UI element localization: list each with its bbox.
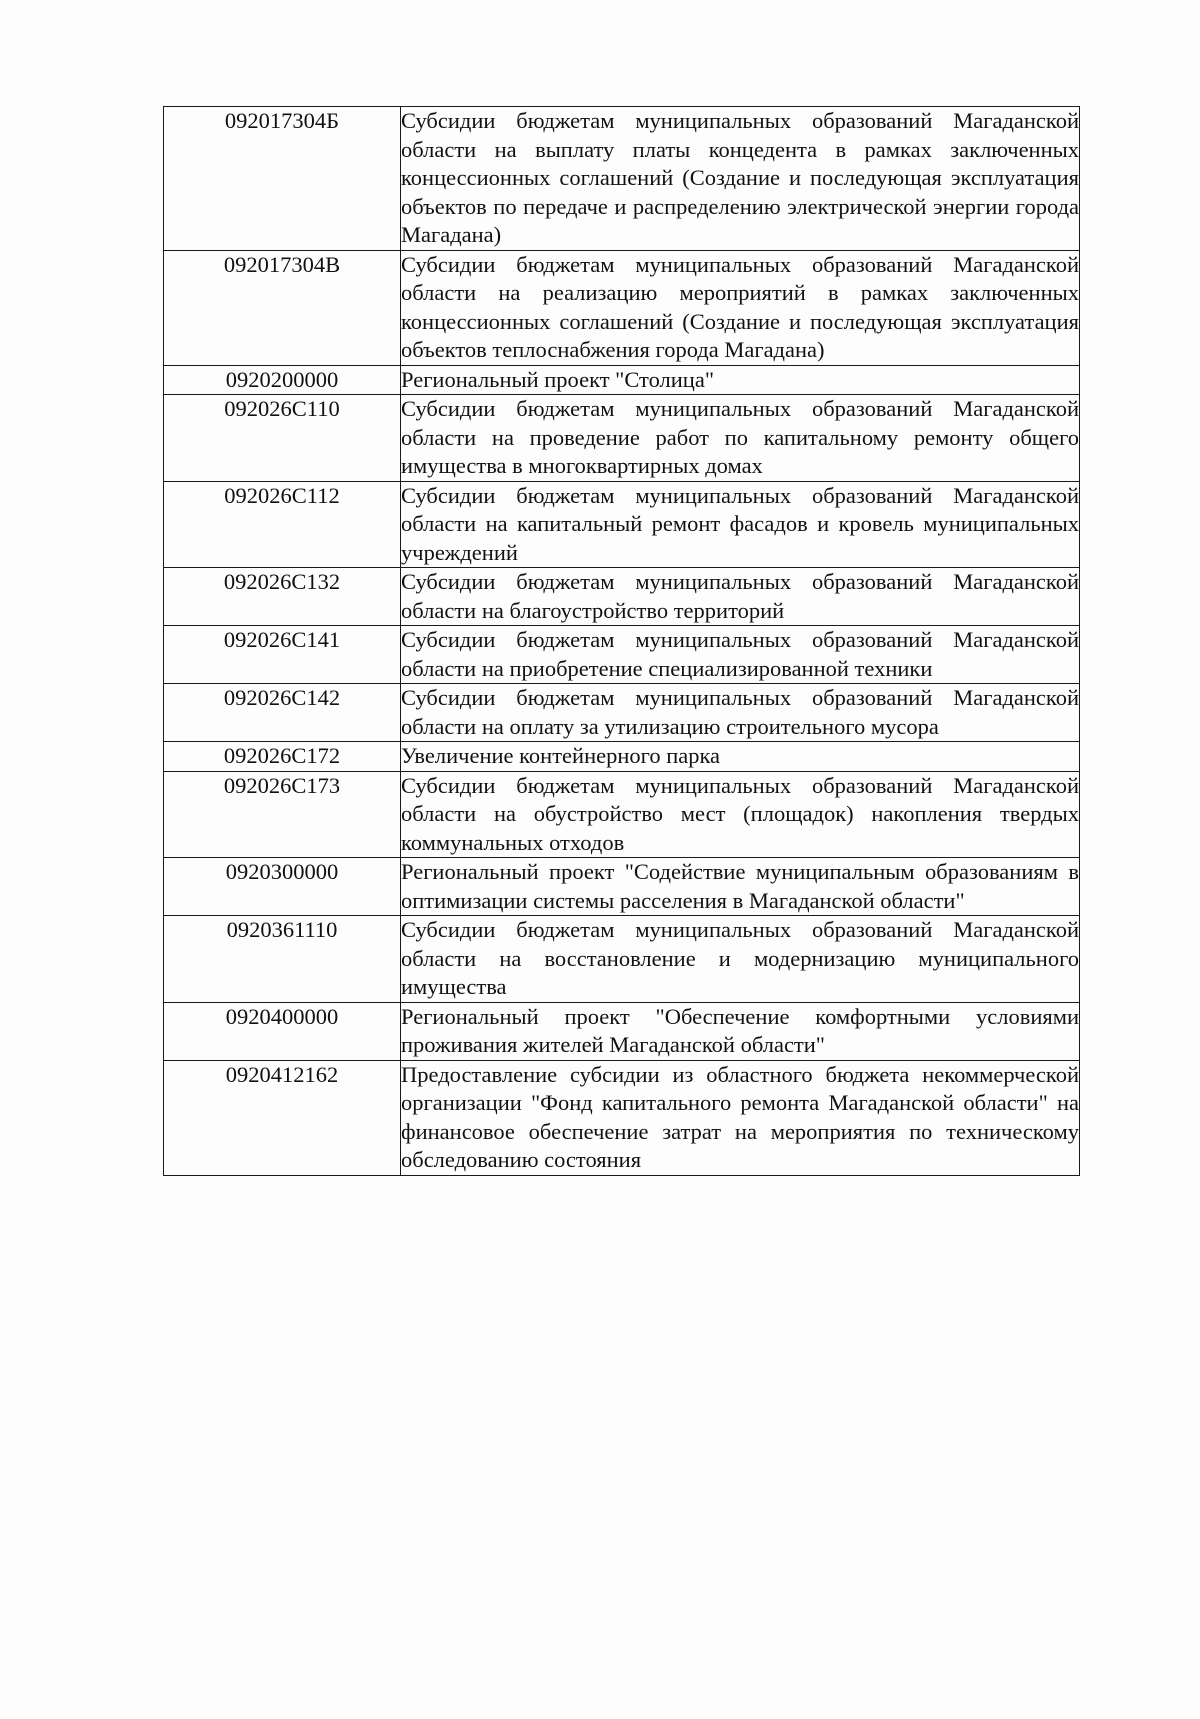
code-cell: 0920412162 bbox=[164, 1060, 401, 1175]
code-cell: 092026С132 bbox=[164, 568, 401, 626]
code-cell: 0920300000 bbox=[164, 858, 401, 916]
description-cell: Региональный проект "Обеспечение комфортными условиями проживания жителей Магаданской области" bbox=[401, 1003, 1079, 1057]
table-row bbox=[164, 626, 1080, 684]
table-row bbox=[164, 771, 1080, 858]
table-row bbox=[164, 107, 1080, 251]
code-cell: 0920400000 bbox=[164, 1002, 401, 1060]
code-cell: 092017304В bbox=[164, 250, 401, 365]
description-cell: Субсидии бюджетам муниципальных образований Магаданской области на обустройство мест (площадок) накопления твердых коммунальных отходов bbox=[401, 772, 1079, 855]
code-cell: 092017304Б bbox=[164, 107, 401, 251]
table-row bbox=[164, 742, 1080, 772]
code-cell: 0920200000 bbox=[164, 365, 401, 395]
description-cell: Увеличение контейнерного парка bbox=[401, 743, 721, 768]
description-cell: Субсидии бюджетам муниципальных образований Магаданской области на приобретение специализированной техники bbox=[401, 627, 1079, 681]
description-cell: Субсидии бюджетам муниципальных образований Магаданской области на благоустройство территорий bbox=[401, 569, 1079, 623]
description-cell: Субсидии бюджетам муниципальных образований Магаданской области на реализацию мероприятий в рамках заключенных концессионных соглашений (Создание и последующая эксплуатация объектов теплоснабжения города Магадана) bbox=[401, 251, 1079, 362]
table-row bbox=[164, 395, 1080, 482]
code-cell: 092026С112 bbox=[164, 481, 401, 568]
description-cell: Региональный проект "Содействие муниципальным образованиям в оптимизации системы расселения в Магаданской области" bbox=[401, 859, 1079, 913]
description-cell: Субсидии бюджетам муниципальных образований Магаданской области на оплату за утилизацию строительного мусора bbox=[401, 685, 1079, 739]
code-cell: 0920361110 bbox=[164, 916, 401, 1003]
budget-codes-table bbox=[163, 106, 1080, 1176]
table-row bbox=[164, 481, 1080, 568]
table-row bbox=[164, 568, 1080, 626]
table-row bbox=[164, 1060, 1080, 1175]
table-row bbox=[164, 916, 1080, 1003]
description-cell: Субсидии бюджетам муниципальных образований Магаданской области на восстановление и модернизацию муниципального имущества bbox=[401, 917, 1079, 999]
table-row bbox=[164, 1002, 1080, 1060]
description-cell: Предоставление субсидии из областного бюджета некоммерческой организации "Фонд капитального ремонта Магаданской области" на финансовое обеспечение затрат на мероприятия по техническому обследованию состояния bbox=[401, 1061, 1079, 1172]
description-cell: Субсидии бюджетам муниципальных образований Магаданской области на капитальный ремонт фасадов и кровель муниципальных учреждений bbox=[401, 482, 1079, 565]
description-cell: Региональный проект "Столица" bbox=[401, 366, 715, 392]
code-cell: 092026С172 bbox=[164, 742, 401, 772]
table-row bbox=[164, 858, 1080, 916]
table-row bbox=[164, 250, 1080, 365]
description-cell: Субсидии бюджетам муниципальных образований Магаданской области на проведение работ по капитальному ремонту общего имущества в многоквартирных домах bbox=[401, 396, 1079, 478]
description-cell: Субсидии бюджетам муниципальных образований Магаданской области на выплату платы концедента в рамках заключенных концессионных соглашений (Создание и последующая эксплуатация объектов по передаче и распределению электрической энергии города Магадана) bbox=[401, 108, 1079, 247]
code-cell: 092026С141 bbox=[164, 626, 401, 684]
code-cell: 092026С142 bbox=[164, 684, 401, 742]
code-cell: 092026С110 bbox=[164, 395, 401, 482]
table-row bbox=[164, 365, 1080, 395]
table-row bbox=[164, 684, 1080, 742]
code-cell: 092026С173 bbox=[164, 771, 401, 858]
